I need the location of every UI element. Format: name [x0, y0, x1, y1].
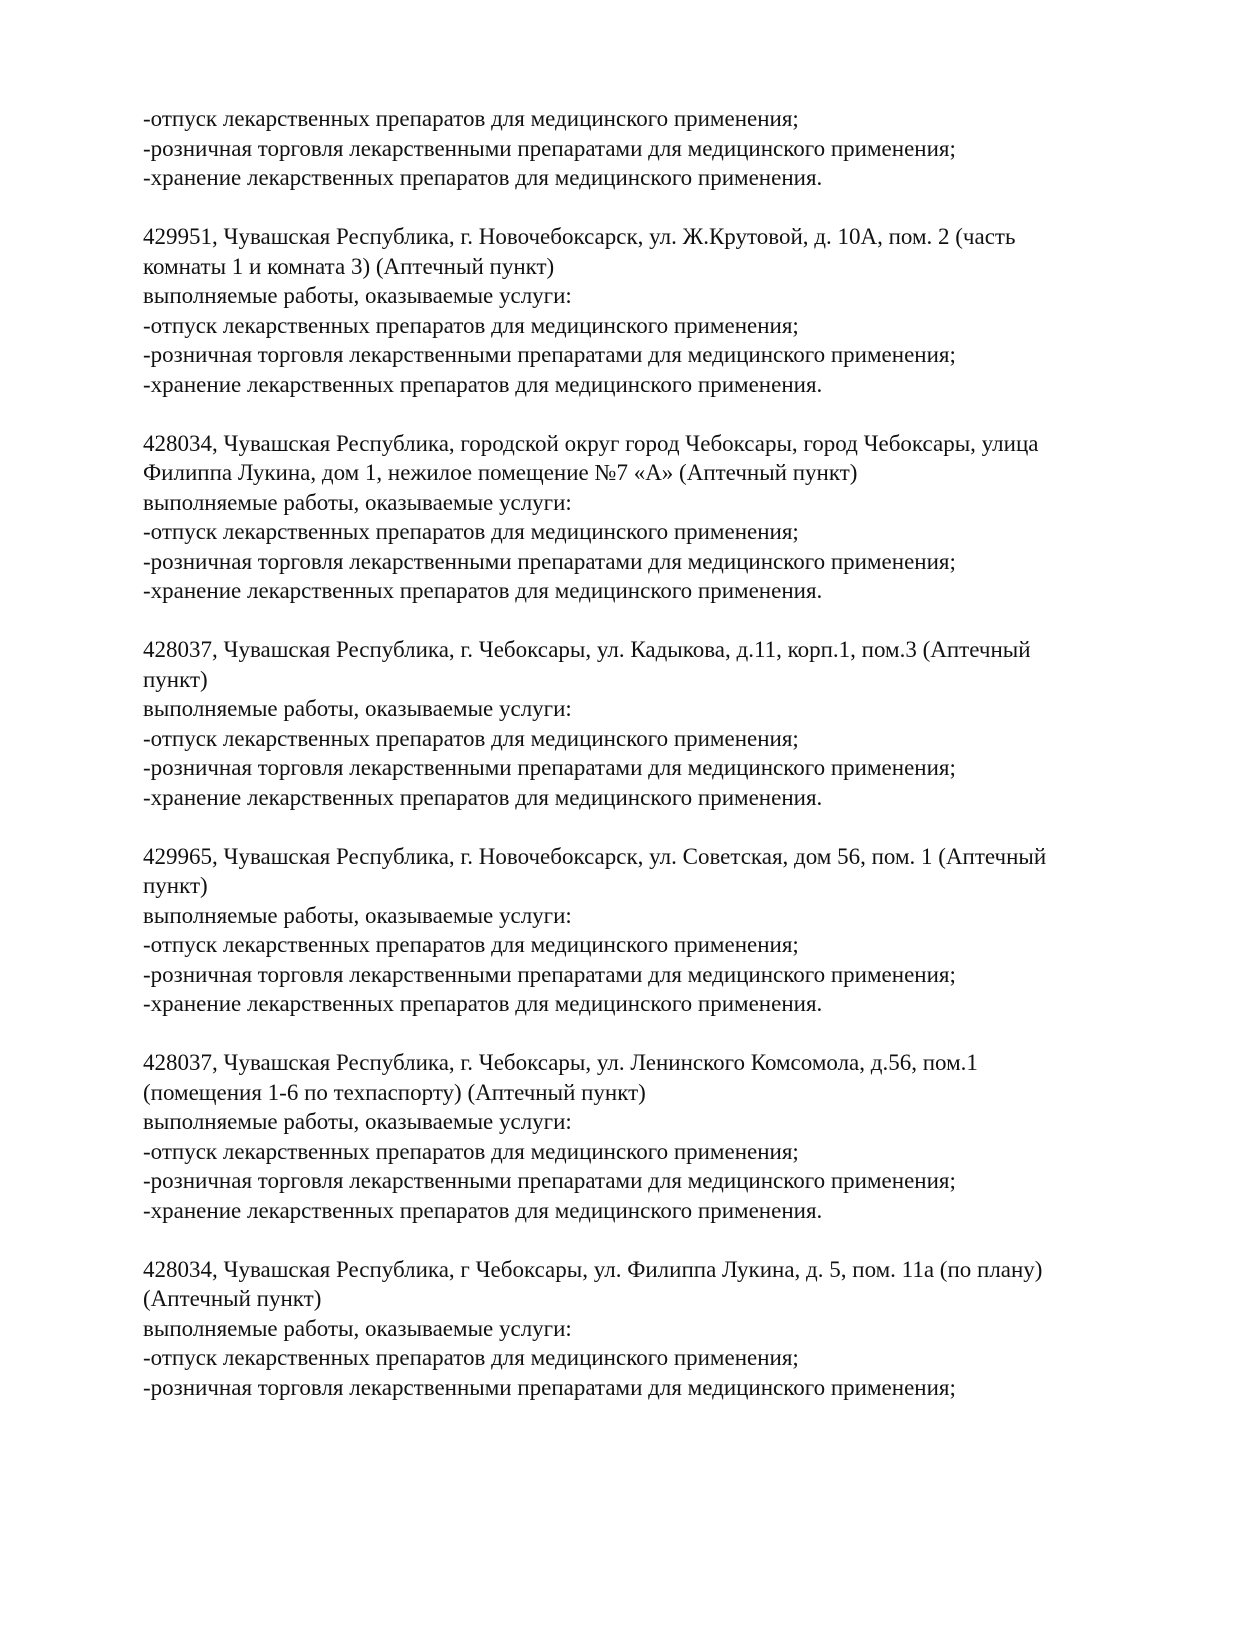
service-line: -хранение лекарственных препаратов для медицинского применения.	[143, 1197, 823, 1223]
service-line: -хранение лекарственных препаратов для медицинского применения.	[143, 578, 823, 603]
service-line: -хранение лекарственных препаратов для медицинского применения.	[143, 784, 823, 810]
service-line: -розничная торговля лекарственными препаратами для медицинского применения;	[143, 548, 956, 574]
pharmacy-block	[143, 222, 1123, 399]
works-heading: выполняемые работы, оказываемые услуги:	[143, 1109, 572, 1134]
pharmacy-block	[143, 429, 1123, 606]
document-body	[143, 104, 1123, 1402]
service-line: -отпуск лекарственных препаратов для медицинского применения;	[143, 725, 799, 751]
service-line: -хранение лекарственных препаратов для медицинского применения.	[143, 991, 823, 1016]
service-line: -отпуск лекарственных препаратов для медицинского применения;	[143, 1138, 799, 1164]
pharmacy-block	[143, 1255, 1123, 1403]
address-line: Филиппа Лукина, дом 1, нежилое помещение №7 «А» (Аптечный пункт)	[143, 460, 858, 485]
works-heading: выполняемые работы, оказываемые услуги:	[143, 283, 572, 308]
address-line: пункт)	[143, 666, 208, 692]
pharmacy-block	[143, 1048, 1123, 1225]
service-line: -розничная торговля лекарственными препаратами для медицинского применения;	[143, 961, 956, 987]
address-line: 429965, Чувашская Республика, г. Новочебоксарск, ул. Советская, дом 56, пом. 1 (Аптечный	[143, 843, 1047, 869]
service-line: -отпуск лекарственных препаратов для медицинского применения;	[143, 519, 799, 544]
service-line: -отпуск лекарственных препаратов для медицинского применения;	[143, 1345, 799, 1370]
address-line: (помещения 1-6 по техпаспорту) (Аптечный пункт)	[143, 1079, 646, 1105]
service-line: -розничная торговля лекарственными препаратами для медицинского применения;	[143, 342, 956, 367]
address-line: 428037, Чувашская Республика, г. Чебоксары, ул. Ленинского Комсомола, д.56, пом.1	[143, 1050, 978, 1075]
service-line: -хранение лекарственных препаратов для медицинского применения.	[143, 165, 823, 190]
address-line: 429951, Чувашская Республика, г. Новочебоксарск, ул. Ж.Крутовой, д. 10А, пом. 2 (часть	[143, 224, 1016, 249]
service-line: -отпуск лекарственных препаратов для медицинского применения;	[143, 312, 799, 338]
address-line: комнаты 1 и комната 3) (Аптечный пункт)	[143, 253, 555, 279]
address-line: 428034, Чувашская Республика, городской округ город Чебоксары, город Чебоксары, улица	[143, 430, 1039, 456]
works-heading: выполняемые работы, оказываемые услуги:	[143, 902, 572, 928]
service-line: -розничная торговля лекарственными препаратами для медицинского применения;	[143, 135, 956, 161]
works-heading: выполняемые работы, оказываемые услуги:	[143, 1315, 572, 1341]
works-heading: выполняемые работы, оказываемые услуги:	[143, 489, 572, 515]
pharmacy-block	[143, 842, 1123, 1019]
service-line: -розничная торговля лекарственными препаратами для медицинского применения;	[143, 755, 956, 780]
service-line: -отпуск лекарственных препаратов для медицинского применения;	[143, 932, 799, 957]
service-line: -розничная торговля лекарственными препаратами для медицинского применения;	[143, 1168, 956, 1193]
works-heading: выполняемые работы, оказываемые услуги:	[143, 696, 572, 721]
intro-services-block	[143, 104, 1123, 193]
address-line: (Аптечный пункт)	[143, 1286, 322, 1311]
pharmacy-block	[143, 635, 1123, 812]
service-line: -розничная торговля лекарственными препаратами для медицинского применения;	[143, 1374, 956, 1400]
service-line: -хранение лекарственных препаратов для медицинского применения.	[143, 371, 823, 397]
address-line: 428034, Чувашская Республика, г Чебоксары, ул. Филиппа Лукина, д. 5, пом. 11а (по плану)	[143, 1256, 1043, 1282]
address-line: 428037, Чувашская Республика, г. Чебоксары, ул. Кадыкова, д.11, корп.1, пом.3 (Аптечный	[143, 637, 1031, 662]
service-line: -отпуск лекарственных препаратов для медицинского применения;	[143, 106, 799, 131]
address-line: пункт)	[143, 873, 208, 898]
